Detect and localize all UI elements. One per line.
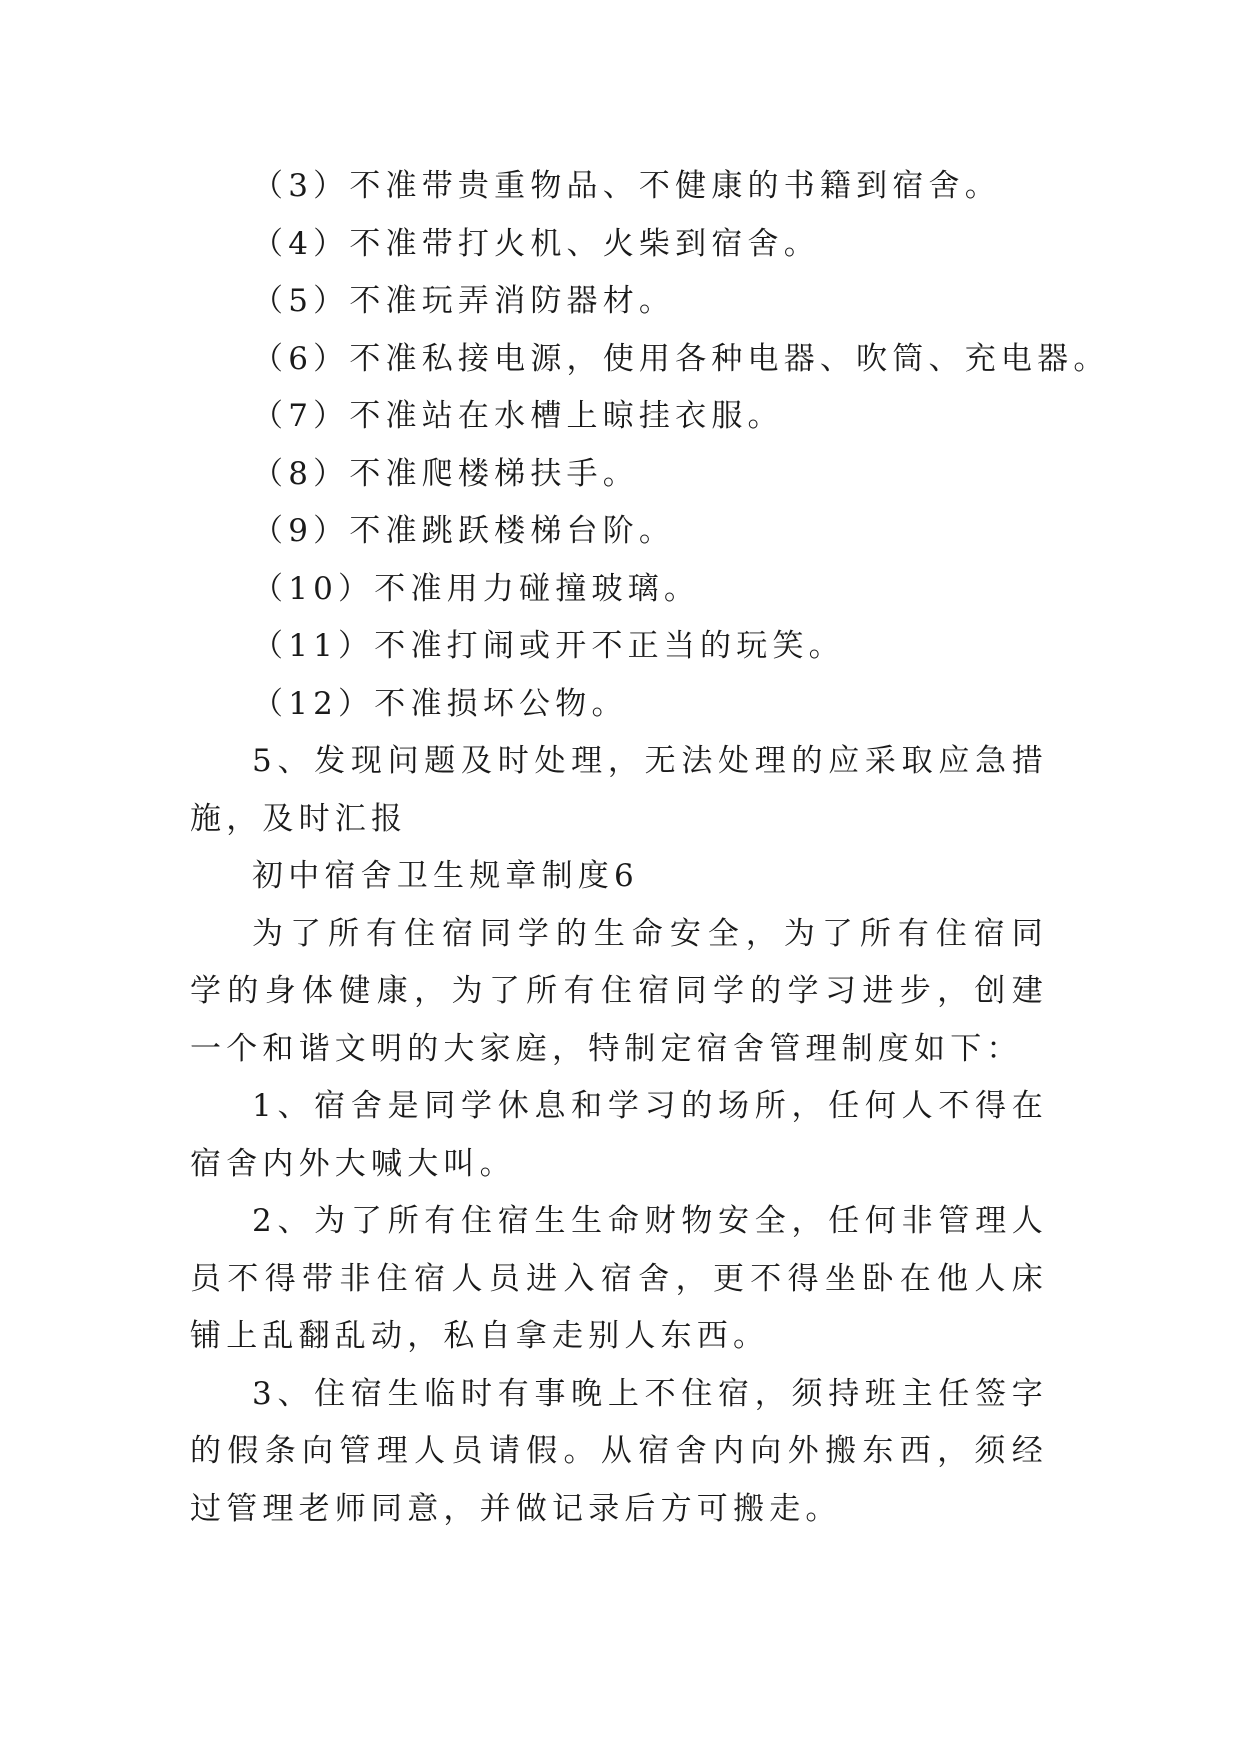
rule-item-5: （5）不准玩弄消防器材。 [252, 283, 676, 319]
rule-item-6: （6）不准私接电源，使用各种电器、吹筒、充电器。 [252, 340, 1110, 377]
rule-1-paragraph: 1、宿舍是同学休息和学习的场所，任何人不得在宿舍内外大喊大叫。 [190, 1088, 1048, 1182]
rule-item-11: （11）不准打闹或开不正当的玩笑。 [252, 628, 845, 664]
section-title: 初中宿舍卫生规章制度6 [252, 858, 639, 894]
rule-item-3: （3）不准带贵重物品、不健康的书籍到宿舍。 [252, 168, 1001, 204]
document-body [190, 158, 1110, 1538]
rule-2-paragraph: 2、为了所有住宿生生命财物安全，任何非管理人员不得带非住宿人员进入宿舍，更不得坐卧在他人床铺上乱翻乱动，私自拿走别人东西。 [190, 1203, 1048, 1354]
rule-item-7: （7）不准站在水槽上晾挂衣服。 [252, 398, 784, 434]
rule-item-8: （8）不准爬楼梯扶手。 [252, 455, 639, 492]
rule-item-12: （12）不准损坏公物。 [252, 685, 628, 722]
item-5-paragraph: 5、发现问题及时处理，无法处理的应采取应急措施，及时汇报 [190, 743, 1048, 837]
intro-paragraph: 为了所有住宿同学的生命安全，为了所有住宿同学的身体健康，为了所有住宿同学的学习进步，创建一个和谐文明的大家庭，特制定宿舍管理制度如下： [190, 915, 1048, 1067]
rule-item-4: （4）不准带打火机、火柴到宿舍。 [252, 225, 820, 262]
rule-item-10: （10）不准用力碰撞玻璃。 [252, 570, 701, 607]
rule-3-paragraph: 3、住宿生临时有事晚上不住宿，须持班主任签字的假条向管理人员请假。从宿舍内向外搬东西，须经过管理老师同意，并做记录后方可搬走。 [190, 1375, 1048, 1527]
rule-item-9: （9）不准跳跃楼梯台阶。 [252, 513, 676, 549]
